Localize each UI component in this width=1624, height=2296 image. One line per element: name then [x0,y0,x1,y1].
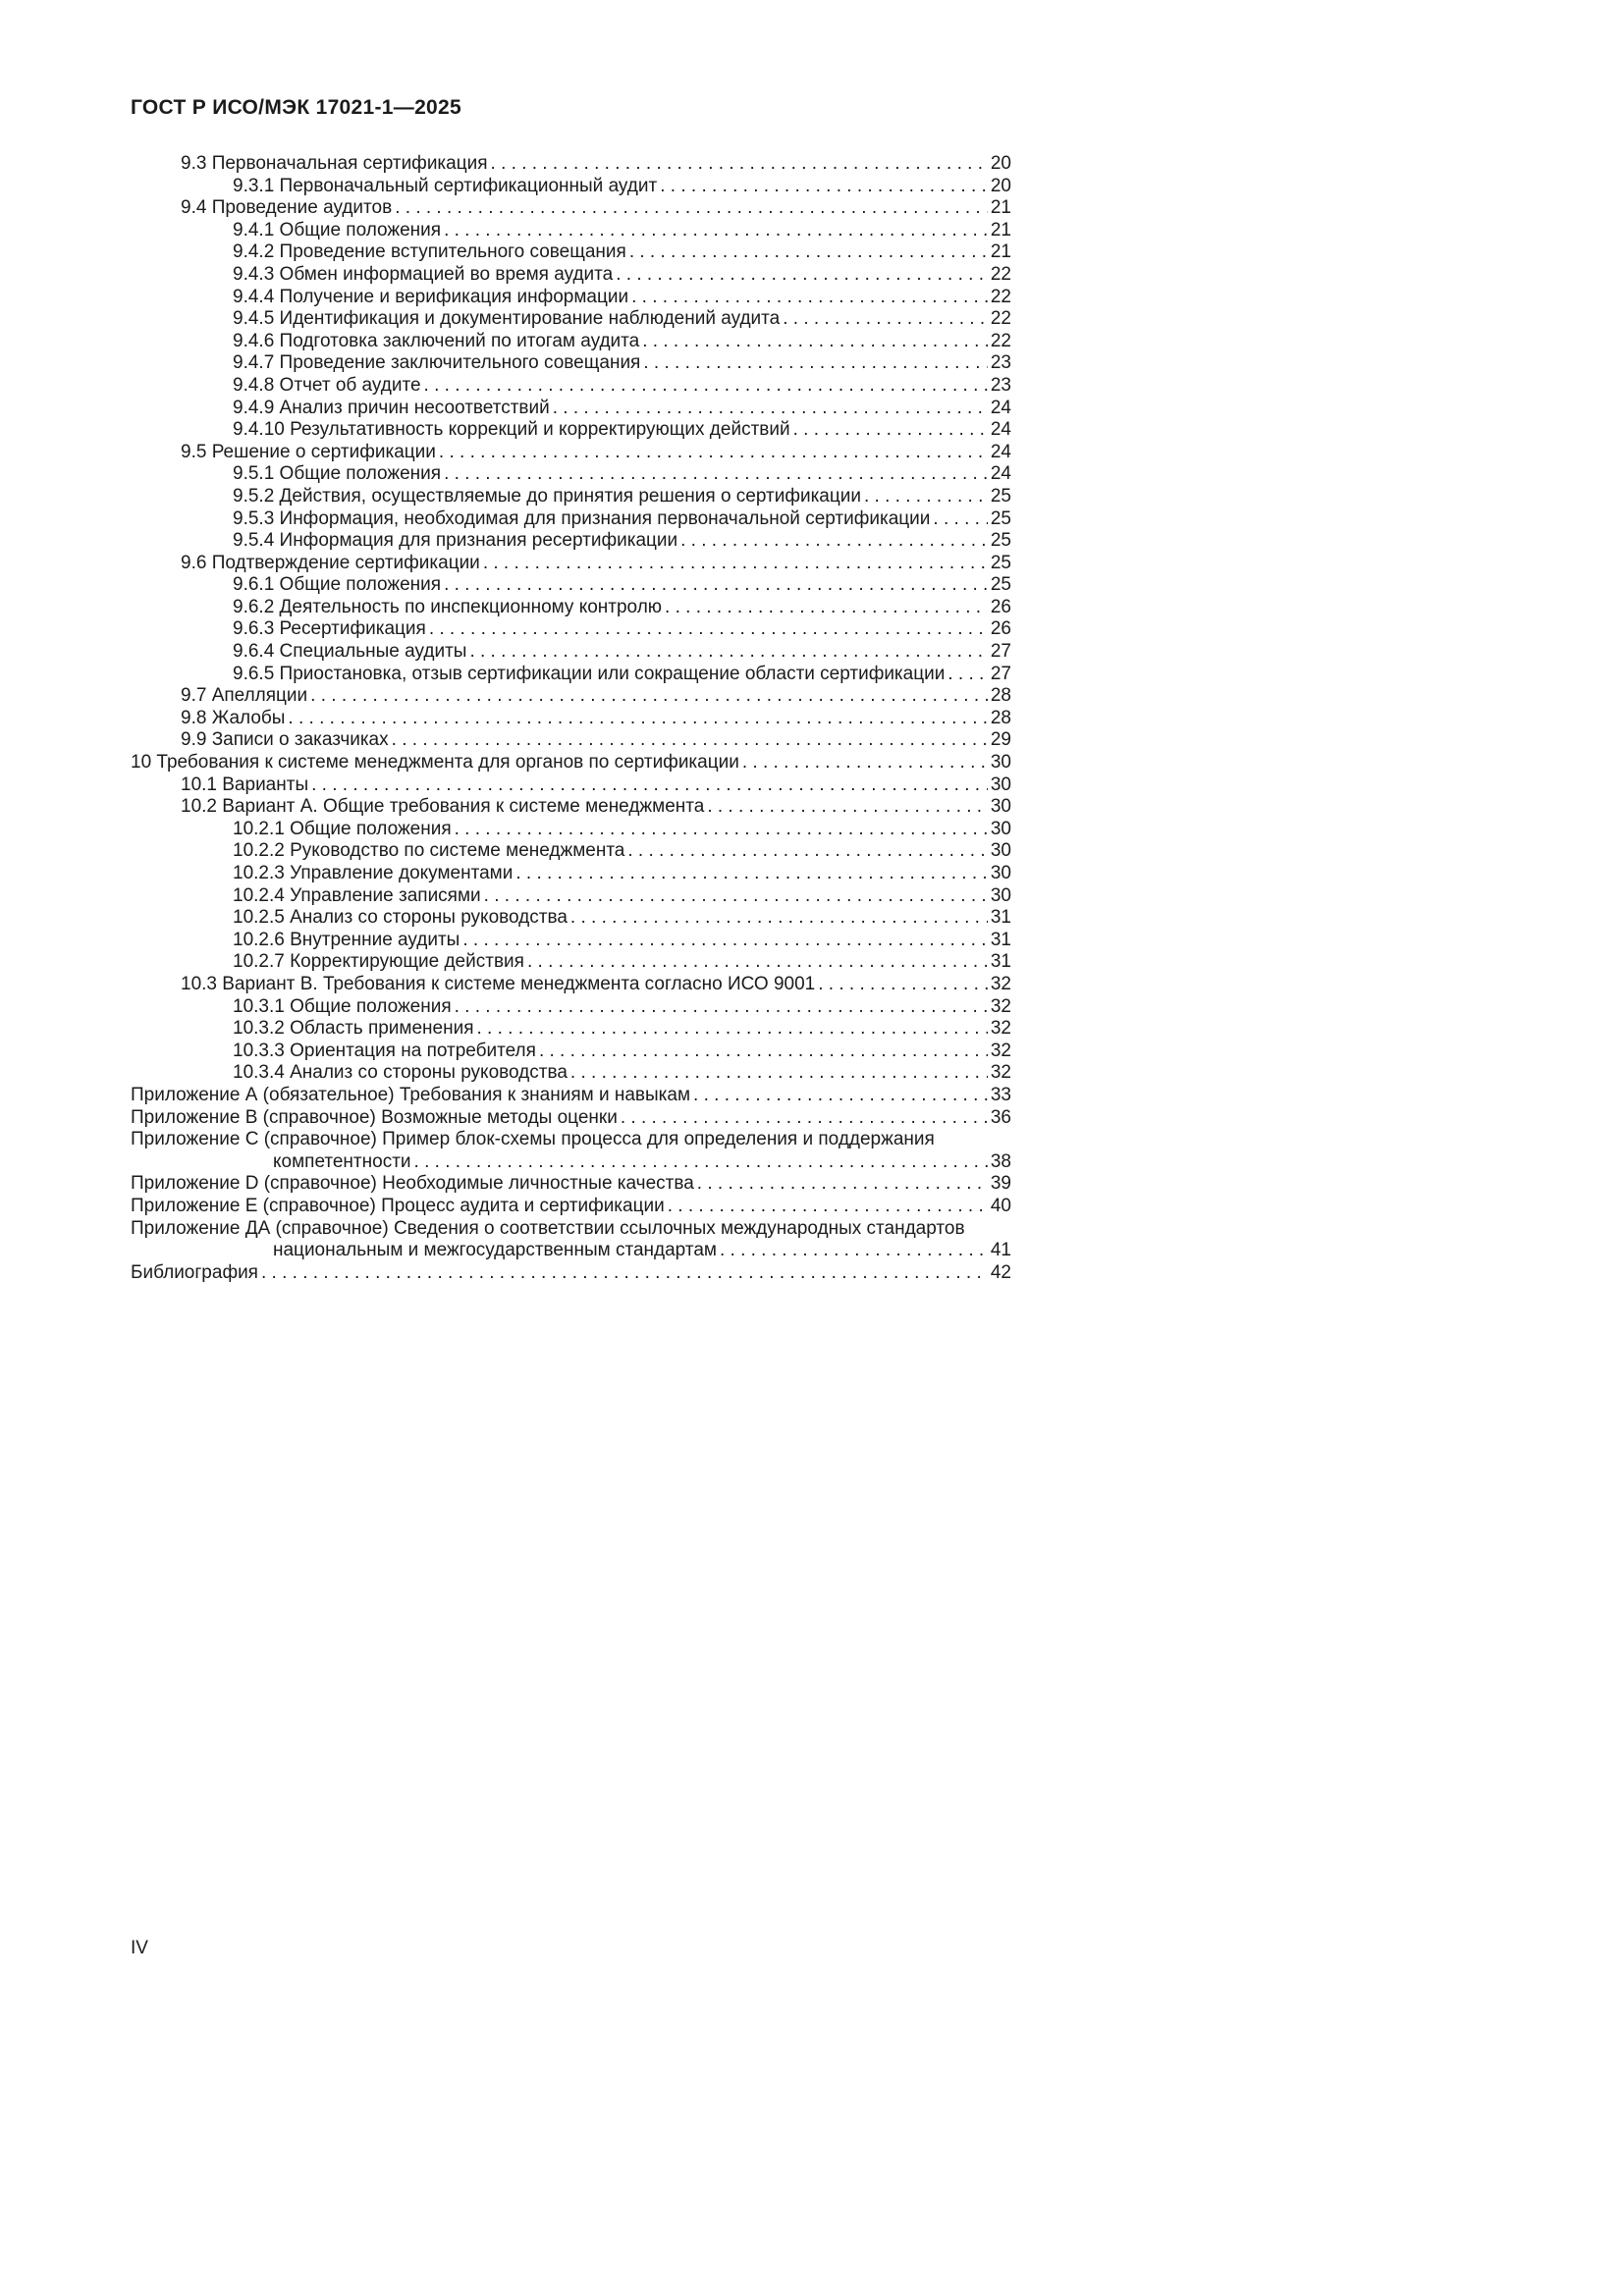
toc-entry-page: 36 [990,1106,1011,1128]
toc-entry-page: 33 [990,1084,1011,1105]
dot-leader [643,352,988,375]
toc-entry [131,375,1011,398]
dot-leader [720,1240,988,1262]
toc-entry-title: 9.3.1 Первоначальный сертификационный аудит [233,175,658,196]
toc-entry [131,1151,1011,1174]
toc-entry-page: 32 [990,1040,1011,1061]
toc-entry-page: 27 [990,641,1011,663]
toc-entry-page: 23 [990,374,1011,396]
toc-entry-title: 9.4.4 Получение и верификация информации [233,286,629,307]
toc-entry-page: 20 [990,175,1011,196]
dot-leader [864,486,988,508]
dot-leader [665,597,988,619]
toc-entry-page: 24 [990,441,1011,462]
toc-entry-page: 32 [990,1062,1011,1084]
toc-entry-title: 9.6.2 Деятельность по инспекционному контролю [233,596,663,617]
toc-entry-page: 31 [990,907,1011,929]
dot-leader [288,708,987,730]
dot-leader [631,287,988,309]
toc-entry [131,463,1011,486]
toc-entry-page: 22 [990,263,1011,285]
toc-entry [131,840,1011,863]
toc-entry [131,530,1011,553]
dot-leader [742,752,988,774]
toc-entry-title: 9.4.6 Подготовка заключений по итогам аудита [233,330,640,351]
dot-leader [793,419,988,442]
dot-leader [261,1262,988,1285]
dot-leader [444,220,988,242]
toc-entry-title: 9.8 Жалобы [181,707,286,728]
toc-entry [131,1041,1011,1063]
toc-entry-page: 24 [990,397,1011,418]
toc-entry-title: 10.2.1 Общие положения [233,818,452,839]
dot-leader [462,930,988,952]
toc-entry-title: 10.2.4 Управление записями [233,884,481,906]
dot-leader [527,951,988,974]
toc-entry [131,308,1011,331]
toc-entry [131,796,1011,819]
toc-entry [131,442,1011,464]
toc-entry-page: 26 [990,618,1011,640]
toc-entry [131,774,1011,797]
toc-entry-title: 9.7 Апелляции [181,685,308,707]
toc-entry [131,1018,1011,1041]
toc-entry [131,974,1011,996]
toc-entry-title: 9.4 Проведение аудитов [181,197,393,219]
toc-entry [131,618,1011,641]
toc-entry [131,1085,1011,1107]
toc-entry [131,1218,1011,1241]
toc-entry [131,241,1011,264]
toc-entry-page: 21 [990,241,1011,263]
toc-entry-page: 31 [990,951,1011,973]
toc-entry-page: 21 [990,219,1011,240]
toc-entry [131,819,1011,841]
dot-leader [477,1018,988,1041]
toc-entry-title: 9.5.3 Информация, необходимая для признания первоначальной сертификации [233,507,931,529]
toc-entry-page: 23 [990,352,1011,374]
document-header [131,96,461,120]
toc-entry [131,708,1011,730]
dot-leader [668,1196,988,1218]
toc-entry-page: 27 [990,663,1011,684]
toc-entry [131,729,1011,752]
dot-leader [616,264,988,287]
dot-leader [483,553,988,575]
toc-entry [131,907,1011,930]
dot-leader [311,774,988,797]
toc-entry-title: 9.6.1 Общие положения [233,574,442,596]
toc-entry-title: 9.4.7 Проведение заключительного совещания [233,352,641,374]
dot-leader [680,530,988,553]
toc-entry [131,1240,1011,1262]
toc-entry [131,176,1011,198]
toc-entry-page: 38 [990,1150,1011,1172]
toc-entry [131,597,1011,619]
toc-entry-title: 9.9 Записи о заказчиках [181,729,389,751]
toc-entry [131,197,1011,220]
toc-entry-title: 10.3.2 Область применения [233,1018,474,1040]
dot-leader [933,508,987,531]
toc-entry [131,331,1011,353]
dot-leader [629,241,988,264]
toc-entry-title: 9.6.3 Ресертификация [233,618,426,640]
toc-entry-title: 9.4.3 Обмен информацией во время аудита [233,263,614,285]
dot-leader [570,907,988,930]
dot-leader [395,197,988,220]
toc-entry [131,220,1011,242]
toc-entry-title: 10.2.6 Внутренние аудиты [233,929,460,950]
dot-leader [455,996,988,1019]
toc-entry-page: 28 [990,685,1011,707]
toc-entry [131,685,1011,708]
toc-entry-page: 25 [990,530,1011,552]
toc-entry-page: 24 [990,463,1011,485]
toc-entry [131,951,1011,974]
toc-entry-page: 25 [990,574,1011,596]
toc-entry-page: 30 [990,818,1011,839]
toc-entry-page: 30 [990,840,1011,862]
toc-entry [131,996,1011,1019]
dot-leader [818,974,988,996]
toc-entry-title: 9.4.10 Результативность коррекций и корректирующих действий [233,419,790,441]
table-of-contents [131,153,1011,1284]
toc-entry-page: 32 [990,1018,1011,1040]
toc-entry-page: 28 [990,707,1011,728]
dot-leader [660,176,988,198]
toc-entry-page: 42 [990,1261,1011,1283]
dot-leader [539,1041,988,1063]
page-footer [131,1938,148,1959]
dot-leader [455,819,988,841]
dot-leader [693,1085,988,1107]
toc-entry-page: 21 [990,197,1011,219]
dot-leader [697,1173,988,1196]
dot-leader [783,308,988,331]
toc-entry-page: 26 [990,596,1011,617]
toc-entry-title: 10.3.1 Общие положения [233,995,452,1017]
dot-leader [444,574,988,597]
toc-entry-page: 30 [990,884,1011,906]
toc-entry [131,153,1011,176]
toc-entry [131,486,1011,508]
dot-leader [627,840,987,863]
toc-entry-title: 10.2.5 Анализ со стороны руководства [233,907,568,929]
toc-entry-page: 40 [990,1195,1011,1216]
toc-entry-title: 9.4.9 Анализ причин несоответствий [233,397,550,418]
dot-leader [310,685,988,708]
toc-entry [131,752,1011,774]
toc-entry [131,1062,1011,1085]
toc-entry-title: Приложение А (обязательное) Требования к знаниям и навыкам [131,1084,691,1105]
toc-entry-page: 39 [990,1173,1011,1195]
toc-entry-title: 10.2 Вариант А. Общие требования к системе менеджмента [181,796,705,818]
toc-entry-title: 9.5.1 Общие положения [233,463,442,485]
toc-entry-title: 9.5.4 Информация для признания ресертификации [233,530,678,552]
page-number: IV [131,1938,148,1958]
toc-entry-title: 10.2.2 Руководство по системе менеджмента [233,840,625,862]
toc-entry-page: 30 [990,774,1011,795]
toc-entry-page: 25 [990,485,1011,507]
dot-leader [439,442,988,464]
dot-leader [621,1107,988,1130]
dot-leader [570,1062,988,1085]
toc-entry-title: Приложение Е (справочное) Процесс аудита и сертификации [131,1195,665,1216]
toc-entry-title: Приложение В (справочное) Возможные методы оценки [131,1106,618,1128]
dot-leader [424,375,988,398]
toc-entry [131,1107,1011,1130]
toc-entry [131,1129,1011,1151]
toc-entry [131,287,1011,309]
toc-entry [131,1262,1011,1285]
toc-entry [131,398,1011,420]
toc-entry [131,264,1011,287]
toc-entry-page: 30 [990,752,1011,774]
toc-entry-title: 10.3.4 Анализ со стороны руководства [233,1062,568,1084]
toc-entry-title: 9.5.2 Действия, осуществляемые до принятия решения о сертификации [233,485,861,507]
toc-entry-page: 25 [990,552,1011,573]
toc-entry-title: компетентности [273,1150,411,1172]
toc-entry-title: 10.3 Вариант В. Требования к системе менеджмента согласно ИСО 9001 [181,973,816,994]
toc-entry [131,1196,1011,1218]
dot-leader [392,729,988,752]
dot-leader [553,398,988,420]
dot-leader [414,1151,988,1174]
toc-entry-title: 10.1 Варианты [181,774,309,795]
toc-entry-title: 9.6.4 Специальные аудиты [233,641,467,663]
toc-entry-title: 10 Требования к системе менеджмента для органов по сертификации [131,752,739,774]
toc-entry-page: 32 [990,973,1011,994]
toc-entry-title: 9.4.5 Идентификация и документирование наблюдений аудита [233,308,781,330]
toc-entry-page: 31 [990,929,1011,950]
dot-leader [444,463,988,486]
toc-entry [131,419,1011,442]
dot-leader [484,885,988,908]
toc-entry [131,664,1011,686]
standard-number: ГОСТ Р ИСО/МЭК 17021-1—2025 [131,96,461,119]
toc-entry [131,553,1011,575]
toc-entry-page: 25 [990,507,1011,529]
toc-entry-page: 30 [990,863,1011,883]
toc-entry-page: 32 [990,995,1011,1017]
toc-entry-title: Приложение С (справочное) Пример блок-схемы процесса для определения и поддержания [131,1129,935,1150]
toc-entry-page: 22 [990,308,1011,330]
toc-entry-page: 22 [990,286,1011,307]
dot-leader [469,641,987,664]
toc-entry-title: национальным и межгосударственным стандартам [273,1240,717,1261]
toc-entry [131,1173,1011,1196]
toc-entry-title: 9.4.2 Проведение вступительного совещания [233,241,626,263]
dot-leader [491,153,988,176]
toc-entry-title: 9.3 Первоначальная сертификация [181,153,488,174]
dot-leader [642,331,988,353]
dot-leader [429,618,988,641]
toc-entry-title: 9.6 Подтверждение сертификации [181,552,480,573]
toc-entry-title: Приложение D (справочное) Необходимые личностные качества [131,1173,694,1195]
toc-entry-title: Приложение ДА (справочное) Сведения о соответствии ссылочных международных стандартов [131,1217,965,1239]
dot-leader [515,863,988,885]
toc-entry [131,885,1011,908]
toc-entry [131,574,1011,597]
toc-entry-page: 30 [990,796,1011,818]
toc-entry [131,508,1011,531]
toc-entry [131,352,1011,375]
toc-entry [131,930,1011,952]
toc-entry-title: 10.2.7 Корректирующие действия [233,951,524,973]
toc-entry-title: 9.5 Решение о сертификации [181,441,436,462]
toc-entry-title: 9.4.1 Общие положения [233,219,442,240]
toc-entry-page: 29 [990,729,1011,751]
toc-entry-page: 41 [990,1240,1011,1261]
toc-entry-title: 10.2.3 Управление документами [233,863,514,883]
toc-entry-title: Библиография [131,1261,258,1283]
toc-entry-title: 10.3.3 Ориентация на потребителя [233,1040,536,1061]
dot-leader [947,664,988,686]
toc-entry-page: 22 [990,330,1011,351]
toc-entry-title: 9.4.8 Отчет об аудите [233,374,421,396]
toc-entry-page: 24 [990,419,1011,441]
toc-entry-page: 20 [990,153,1011,174]
toc-entry-title: 9.6.5 Приостановка, отзыв сертификации или сокращение области сертификации [233,663,946,684]
dot-leader [707,796,988,819]
toc-entry [131,641,1011,664]
toc-entry [131,863,1011,885]
